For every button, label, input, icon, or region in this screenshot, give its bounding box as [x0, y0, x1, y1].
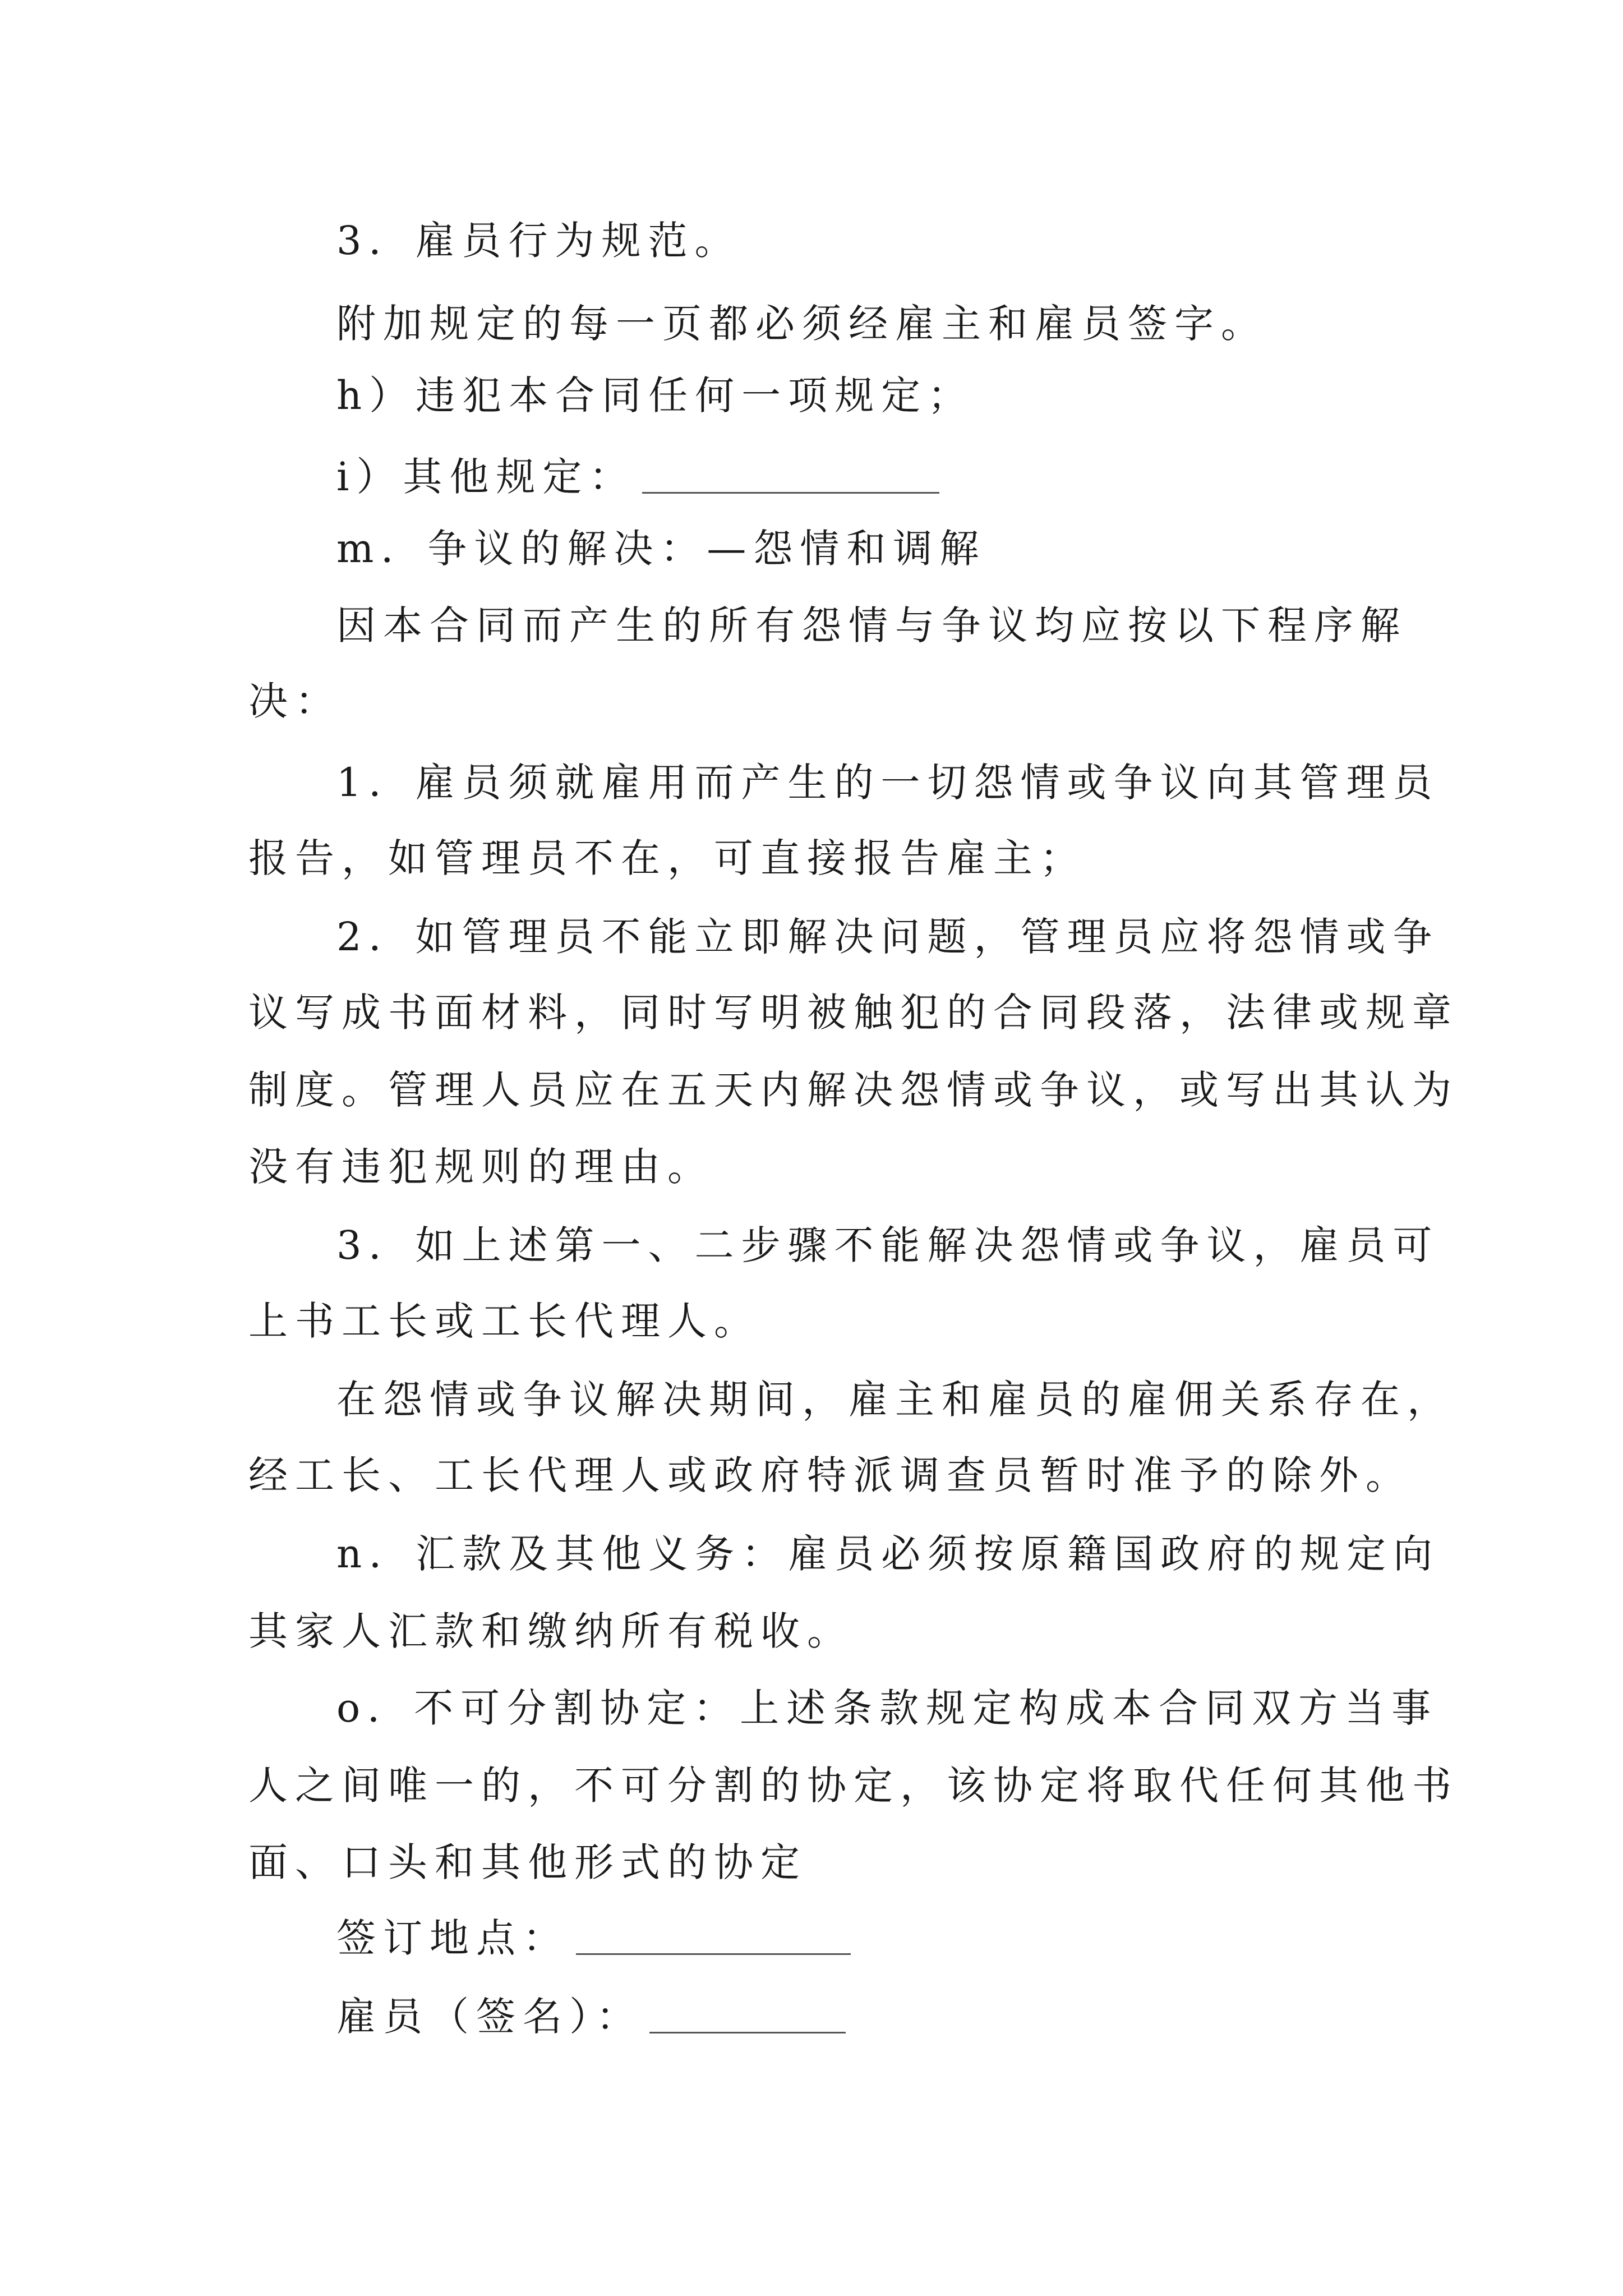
paragraph-line: 人之间唯一的，不可分割的协定，该协定将取代任何其他书	[248, 1763, 1459, 1809]
paragraph-line: 2．如管理员不能立即解决问题，管理员应将怨情或争	[336, 914, 1440, 960]
blank-line	[642, 453, 939, 494]
paragraph-line: o．不可分割协定：上述条款规定构成本合同双方当事	[336, 1685, 1438, 1731]
paragraph-line: 其家人汇款和缴纳所有税收。	[248, 1608, 854, 1654]
blank-line	[576, 1914, 851, 1955]
paragraph-line: 1．雇员须就雇用而产生的一切怨情或争议向其管理员	[336, 760, 1440, 806]
paragraph-line: 决：	[248, 678, 342, 724]
paragraph-line: 因本合同而产生的所有怨情与争议均应按以下程序解	[336, 602, 1407, 648]
paragraph-line: 议写成书面材料，同时写明被触犯的合同段落，法律或规章	[248, 990, 1459, 1036]
paragraph-line: 在怨情或争议解决期间，雇主和雇员的雇佣关系存在，	[336, 1377, 1454, 1423]
employee-signature-line	[336, 1989, 846, 2045]
paragraph-line: 3．如上述第一、二步骤不能解决怨情或争议，雇员可	[336, 1222, 1440, 1268]
paragraph-line: i）其他规定：	[336, 454, 636, 500]
paragraph-line: 雇员（签名）：	[336, 1994, 643, 2040]
paragraph-line: 上书工长或工长代理人。	[248, 1298, 760, 1344]
paragraph-line: 3．雇员行为规范。	[336, 218, 741, 264]
paragraph-line: 经工长、工长代理人或政府特派调查员暂时准予的除外。	[248, 1452, 1412, 1498]
blank-line	[649, 1993, 846, 2033]
paragraph-line: h）违犯本合同任何一项规定；	[336, 372, 975, 418]
paragraph-line: n．汇款及其他义务：雇员必须按原籍国政府的规定向	[336, 1531, 1440, 1577]
section-heading: m．争议的解决：—怨情和调解	[336, 526, 986, 572]
paragraph-line: 签订地点：	[336, 1915, 569, 1961]
paragraph-line: 报告，如管理员不在，可直接报告雇主；	[248, 835, 1086, 881]
paragraph-line: 制度。管理人员应在五天内解决怨情或争议，或写出其认为	[248, 1067, 1459, 1113]
other-provisions-line	[336, 449, 939, 505]
paragraph-line: 附加规定的每一页都必须经雇主和雇员签字。	[336, 301, 1267, 347]
signing-place-line	[336, 1910, 851, 1966]
paragraph-line: 没有违犯规则的理由。	[248, 1144, 714, 1190]
paragraph-line: 面、口头和其他形式的协定	[248, 1839, 807, 1885]
